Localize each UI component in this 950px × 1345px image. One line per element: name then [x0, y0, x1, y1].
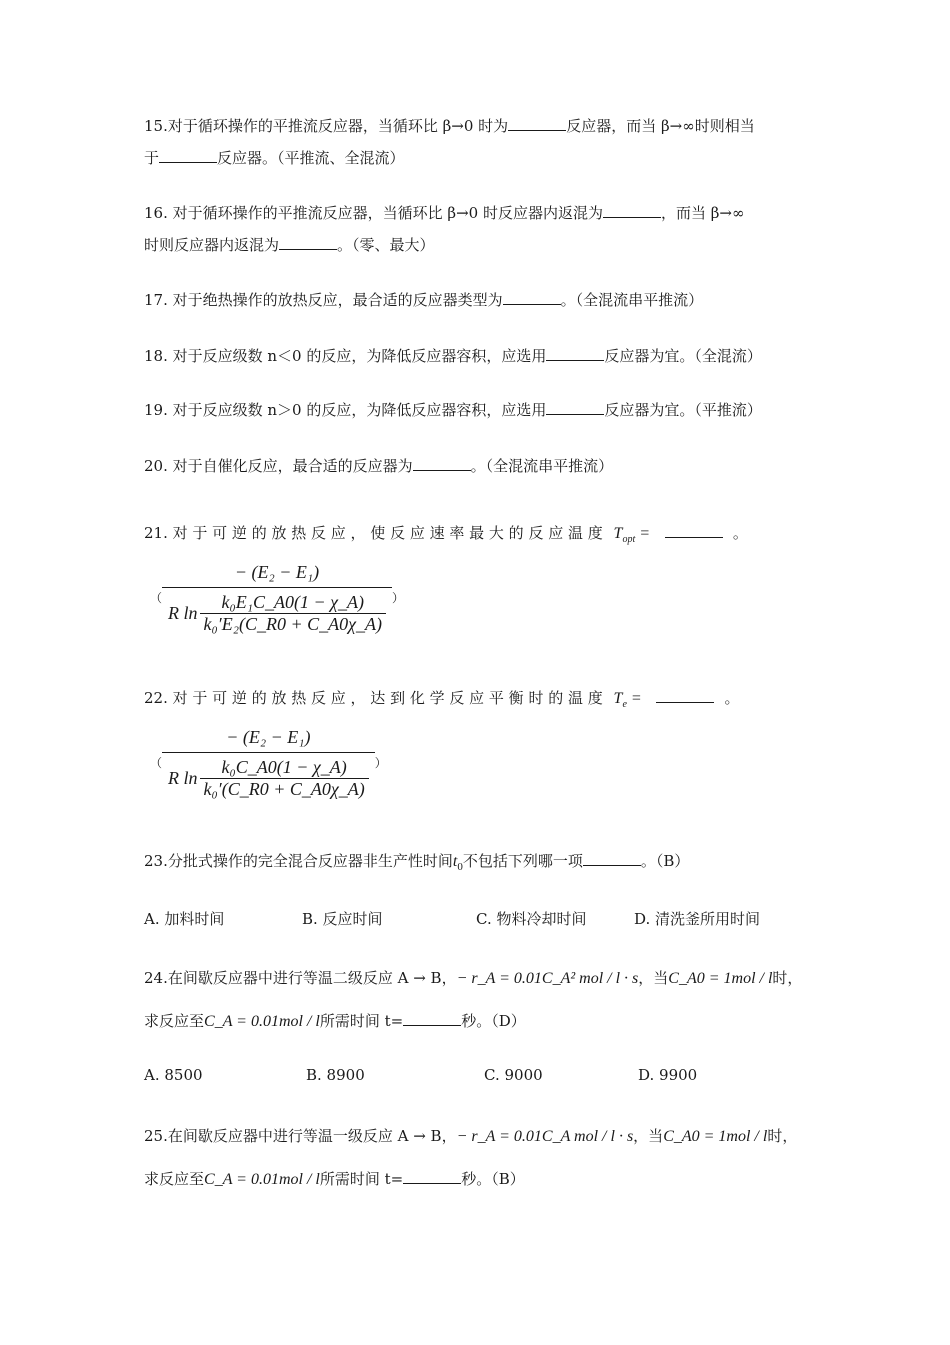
q21-open-paren: （ [150, 590, 163, 605]
q23-option-a: A. 加料时间 [144, 910, 225, 928]
q25-answer: （B） [491, 1170, 525, 1188]
q22-inner-fraction [200, 757, 369, 800]
q24-final-concentration: C_A = 0.01mol / l [204, 1013, 320, 1030]
q23-text: 。 [640, 852, 656, 870]
fill-blank [403, 1169, 461, 1184]
q24-text: 时， [772, 969, 803, 987]
fill-blank [665, 523, 723, 538]
q19-text: 19. 对于反应级数 n＞0 的反应，为降低反应器容积，应选用 [144, 401, 547, 419]
q23-option-c: C. 物料冷却时间 [476, 910, 587, 928]
q21-equals: = [635, 525, 651, 542]
q20-answer: （全混流串平推流） [485, 457, 614, 475]
q23-symbol: $t_0$ [452, 853, 463, 874]
q21-fraction-numerator: − (E₂ − E₁) [234, 562, 320, 582]
q25-text: 所需时间 t= [319, 1170, 404, 1188]
q20-text: 。 [470, 457, 486, 475]
q24-initial-concentration: C_A0 = 1mol / l [668, 970, 773, 987]
q21-symbol: $T_{opt}$ [613, 525, 636, 546]
q24-text: 所需时间 t= [319, 1012, 404, 1030]
q24-option-c: C. 9000 [484, 1066, 543, 1084]
question-16 [144, 197, 808, 261]
question-20 [144, 450, 808, 482]
q24-text: ，当 [638, 969, 669, 987]
q22-inner-denominator: k₀′(C_R0 + C_A0χ_A) [200, 778, 369, 800]
q21-fraction [162, 560, 392, 635]
fill-blank [508, 116, 566, 131]
q23-option-d: D. 清洗釜所用时间 [634, 910, 761, 928]
q23-text: 23.分批式操作的完全混合反应器非生产性时间 [144, 852, 453, 870]
q22-symbol: $T_e$ [613, 690, 627, 711]
question-18 [144, 340, 808, 372]
q22-text: 22. 对 于 可 逆 的 放 热 反 应 ， 达 到 化 学 反 应 平 衡 时 的 温 度 [144, 689, 603, 707]
q21-fraction-denominator [162, 587, 392, 635]
q21-answer-formula [150, 560, 404, 635]
q25-initial-concentration: C_A0 = 1mol / l [663, 1128, 768, 1145]
fill-blank [279, 235, 337, 250]
q23-answer: （B） [655, 852, 690, 870]
question-15 [144, 110, 808, 174]
q15-text: 反应器。 [217, 149, 278, 167]
q19-text: 反应器为宜。 [604, 401, 695, 419]
q24-rate-expression: − r_A = 0.01C_A² mol / l · s [456, 970, 639, 987]
q19-answer: （平推流） [694, 401, 762, 419]
q17-text: 17. 对于绝热操作的放热反应，最合适的反应器类型为 [144, 291, 503, 309]
q16-answer: （零、最大） [352, 236, 435, 254]
q21-rln: R ln [168, 603, 198, 623]
q16-text: 16. 对于循环操作的平推流反应器，当循环比 β→0 时反应器内返混为 [144, 204, 603, 222]
q15-text: 反应器，而当 β→∞时则相当 [566, 117, 755, 135]
q15-text: 于 [144, 149, 160, 167]
q25-text: 时， [767, 1127, 798, 1145]
q24-option-d: D. 9900 [638, 1066, 698, 1084]
fill-blank [583, 851, 641, 866]
q18-text: 反应器为宜。 [604, 347, 695, 365]
q22-rln: R ln [168, 768, 198, 788]
q21-text: 。 [732, 524, 748, 542]
q25-text: 求反应至 [144, 1170, 205, 1188]
q17-text: 。 [560, 291, 576, 309]
question-19 [144, 394, 808, 426]
fill-blank [403, 1011, 461, 1026]
q25-text: 25.在间歇反应器中进行等温一级反应 A → B， [144, 1127, 457, 1145]
fill-blank [546, 400, 604, 415]
q18-answer: （全混流） [694, 347, 762, 365]
q24-text: 24.在间歇反应器中进行等温二级反应 A → B， [144, 969, 457, 987]
question-25 [144, 1120, 808, 1196]
q22-answer-formula [150, 725, 387, 800]
q20-text: 20. 对于自催化反应，最合适的反应器为 [144, 457, 413, 475]
q22-fraction-denominator [162, 752, 375, 800]
q16-text: 时则反应器内返混为 [144, 236, 280, 254]
q18-text: 18. 对于反应级数 n＜0 的反应，为降低反应器容积，应选用 [144, 347, 547, 365]
q16-text: ，而当 β→∞ [660, 204, 745, 222]
question-22 [144, 682, 808, 721]
q25-rate-expression: − r_A = 0.01C_A mol / l · s [456, 1128, 634, 1145]
q21-text: 21. 对 于 可 逆 的 放 热 反 应 ， 使 反 应 速 率 最 大 的 反 应 温 度 [144, 524, 603, 542]
q22-equals: = [626, 690, 642, 707]
q21-close-paren: ） [392, 590, 405, 605]
question-23 [144, 845, 808, 883]
fill-blank [603, 203, 661, 218]
q24-option-a: A. 8500 [144, 1066, 203, 1084]
question-17 [144, 284, 808, 316]
q22-inner-numerator: k₀C_A0(1 − χ_A) [221, 757, 347, 777]
q24-text: 秒。 [461, 1012, 492, 1030]
q22-fraction [162, 725, 375, 800]
q22-close-paren: ） [374, 755, 387, 770]
q22-open-paren: （ [150, 755, 163, 770]
q22-text: 。 [724, 689, 740, 707]
fill-blank [503, 290, 561, 305]
q21-inner-fraction [200, 592, 387, 635]
q24-answer: （D） [491, 1012, 526, 1030]
q25-text: 秒。 [461, 1170, 492, 1188]
question-21 [144, 517, 808, 556]
q25-final-concentration: C_A = 0.01mol / l [204, 1171, 320, 1188]
q15-answer: （平推流、全混流） [277, 149, 405, 167]
q16-text: 。 [337, 236, 353, 254]
fill-blank [656, 688, 714, 703]
fill-blank [413, 456, 471, 471]
q23-text: 不包括下列哪一项 [462, 852, 583, 870]
q21-inner-denominator: k₀′E₂(C_R0 + C_A0χ_A) [200, 613, 387, 635]
q21-inner-numerator: k₀E₁C_A0(1 − χ_A) [221, 592, 365, 612]
q24-option-b: B. 8900 [306, 1066, 365, 1084]
fill-blank [546, 346, 604, 361]
q24-text: 求反应至 [144, 1012, 205, 1030]
q15-text: 15.对于循环操作的平推流反应器，当循环比 β→0 时为 [144, 117, 509, 135]
q17-answer: （全混流串平推流） [575, 291, 704, 309]
q23-option-b: B. 反应时间 [302, 910, 383, 928]
q22-fraction-numerator: − (E₂ − E₁) [226, 727, 311, 747]
fill-blank [159, 148, 217, 163]
q25-text: ，当 [633, 1127, 664, 1145]
question-24 [144, 962, 808, 1038]
